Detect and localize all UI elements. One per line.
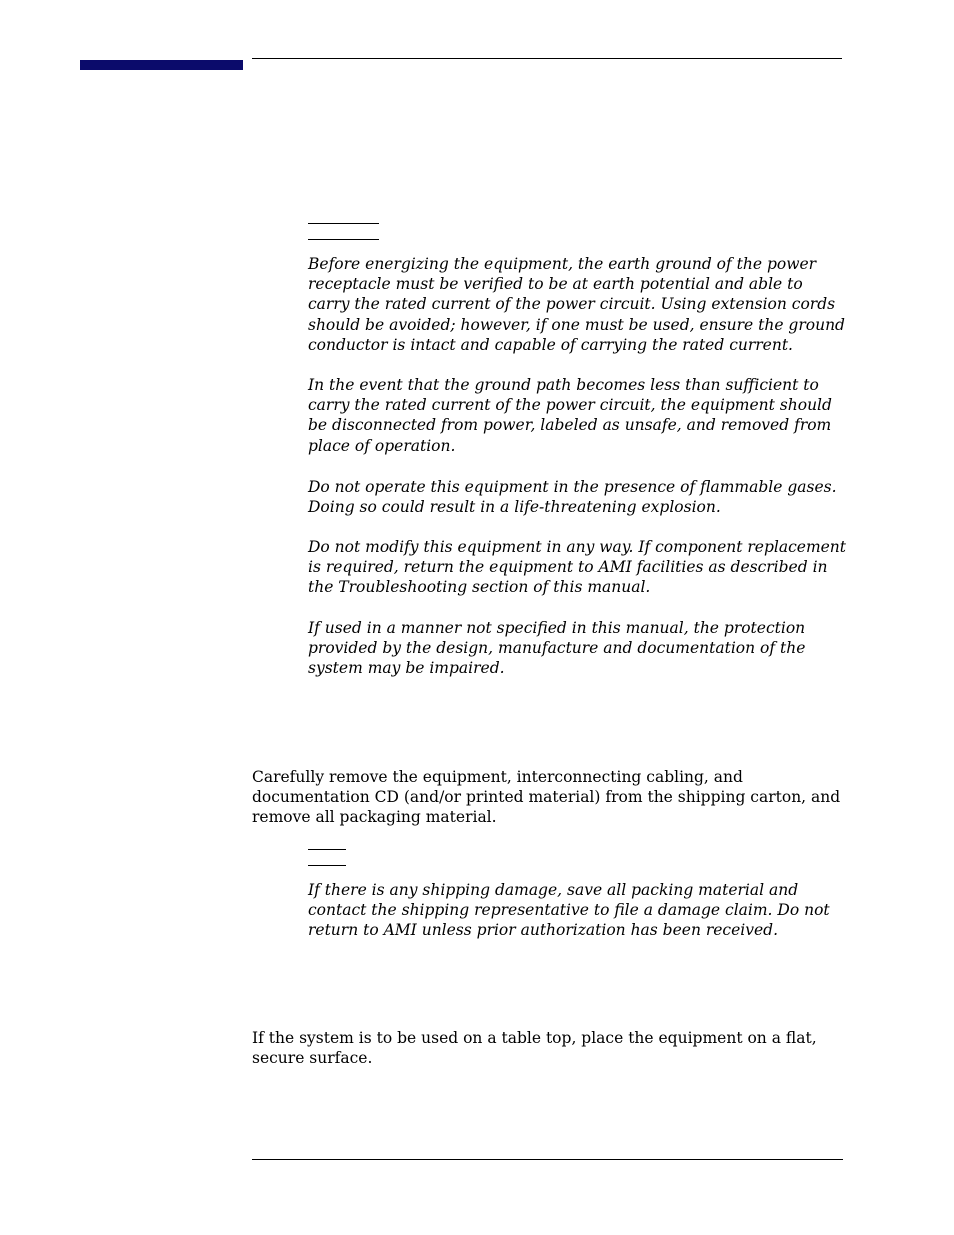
warning-paragraph-ground-path: In the event that the ground path becomes less than sufficient to carry the rated current of the power circuit, the equipment should be disconnected from power, labeled as unsafe, and removed from place of operation. — [308, 376, 832, 455]
warning-paragraph-modification: Do not modify this equipment in any way. If component replacement is required, return the equipment to AMI facilities as described in the Troubleshooting section of this manual. — [308, 538, 847, 597]
header-rule — [252, 58, 842, 59]
warning-paragraph-grounding: Before energizing the equipment, the earth ground of the power receptacle must be verified to be at earth potential and able to carry the rated current of the power circuit. Using extension cords should be avoided; however, if one must be used, ensure the ground conductor is intact and capable of carrying the rated current. — [308, 255, 845, 354]
header-accent-bar — [80, 60, 243, 70]
note-label-rule-top — [308, 849, 346, 850]
note-paragraph-shipping-damage: If there is any shipping damage, save all packing material and contact the shipping representative to file a damage claim. Do not return to AMI unless prior authorization has been received. — [308, 881, 830, 940]
warning-label-rule-bottom — [308, 239, 379, 240]
warning-paragraph-protection: If used in a manner not specified in this manual, the protection provided by the design, manufacture and documentation of the system may be impaired. — [308, 619, 806, 678]
warning-label-rule-top — [308, 223, 379, 224]
note-label-rule-bottom — [308, 865, 346, 866]
unpacking-body: Carefully remove the equipment, interconnecting cabling, and documentation CD (and/or printed material) from the shipping carton, and remove all packaging material. — [252, 768, 841, 827]
footer-rule — [252, 1159, 843, 1160]
warning-paragraph-flammable-gases: Do not operate this equipment in the presence of flammable gases. Doing so could result in a life-threatening explosion. — [308, 478, 837, 517]
mounting-body: If the system is to be used on a table top, place the equipment on a flat, secure surface. — [252, 1029, 817, 1068]
